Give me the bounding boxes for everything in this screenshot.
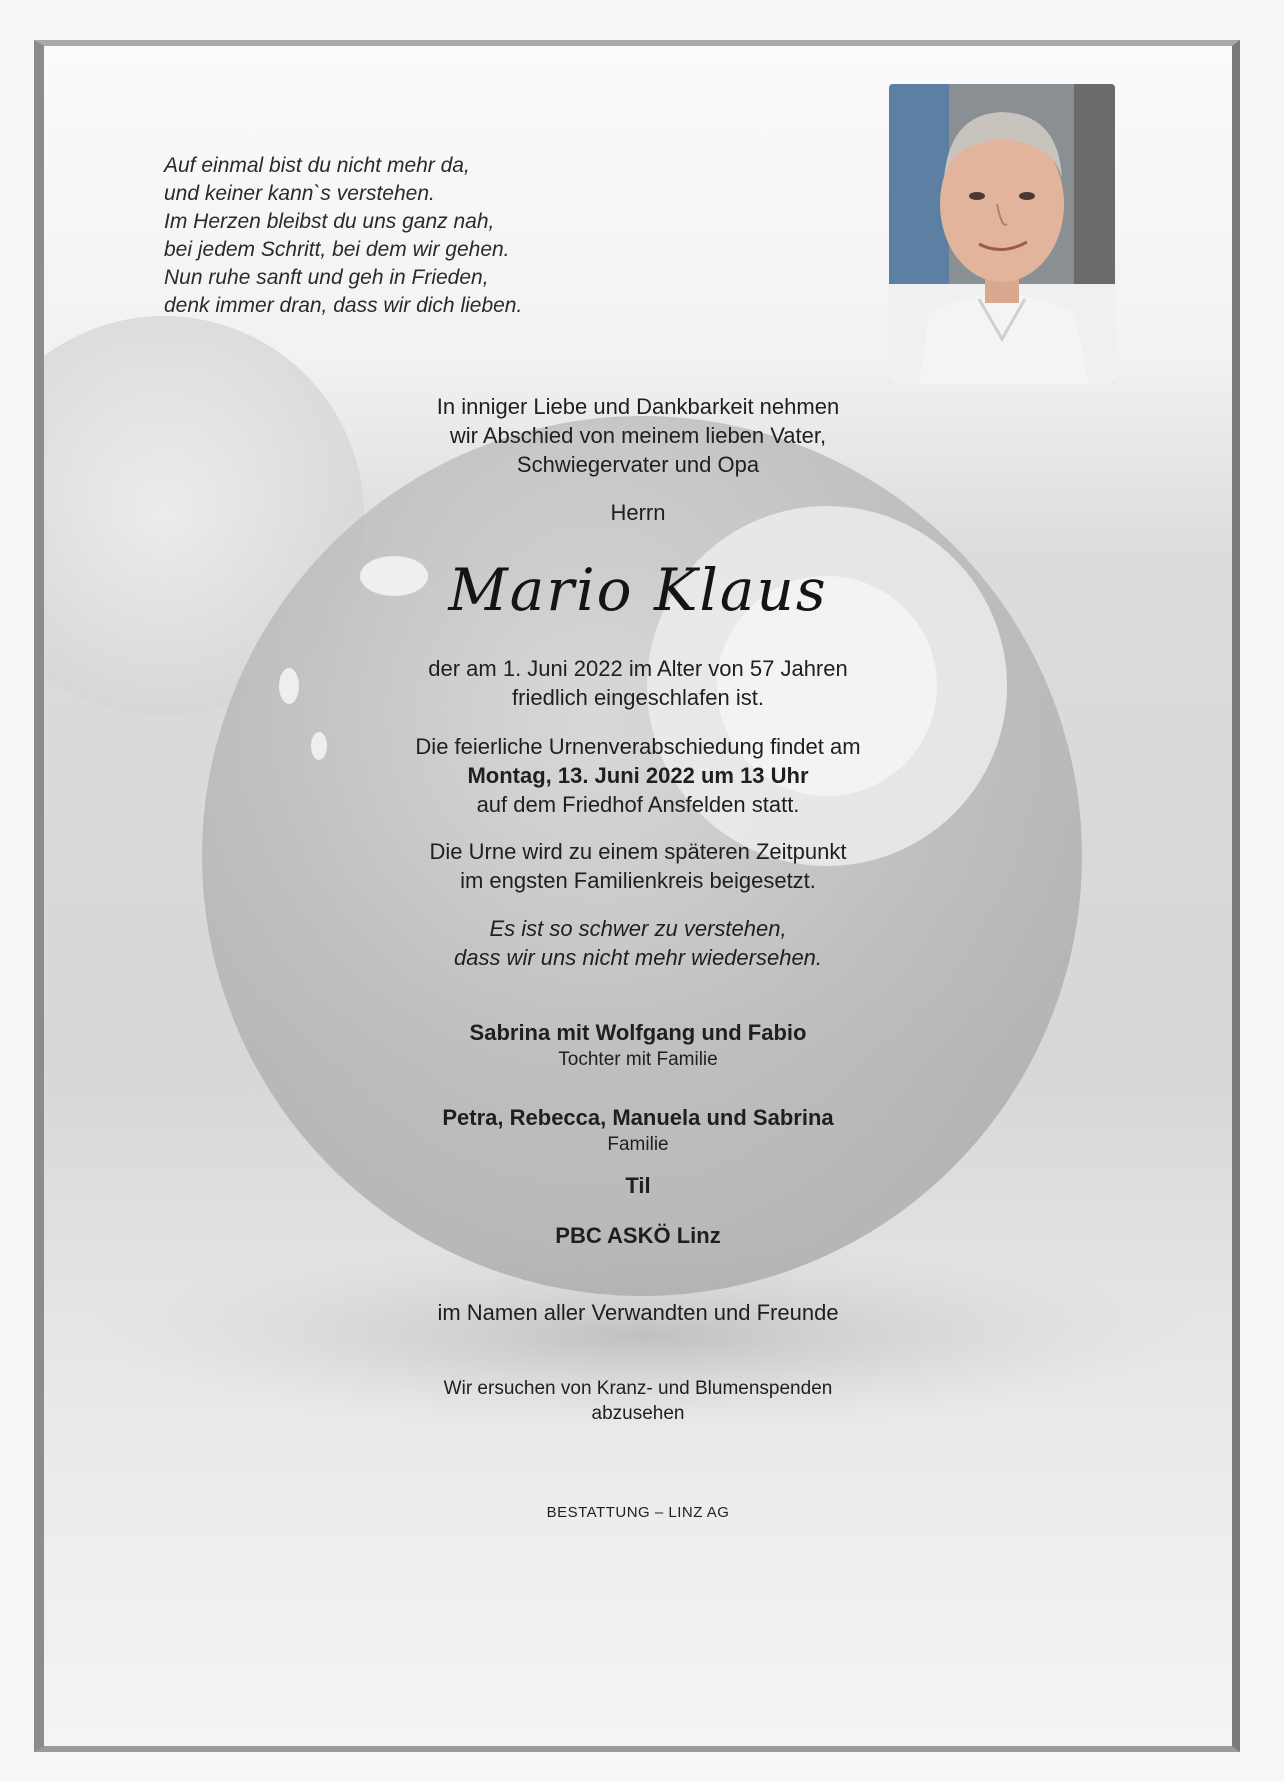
mourner-relation: Familie — [607, 1134, 669, 1155]
funeral-home: BESTATTUNG – LINZ AG — [546, 1504, 730, 1521]
death-notice-line: friedlich eingeschlafen ist. — [512, 685, 764, 710]
burial-line: Die Urne wird zu einem späteren Zeitpunkt — [429, 839, 847, 864]
death-notice-line: der am 1. Juni 2022 im Alter von 57 Jahren — [428, 656, 848, 681]
mourner-names: Sabrina mit Wolfgang und Fabio — [469, 1020, 807, 1045]
poem-line: Auf einmal bist du nicht mehr da, — [164, 154, 470, 177]
mourner-relation: Tochter mit Familie — [558, 1049, 718, 1070]
obituary-page — [34, 40, 1240, 1752]
donation-request-line: abzusehen — [591, 1403, 685, 1424]
poem — [164, 152, 684, 320]
intro-line: Schwiegervater und Opa — [516, 452, 760, 477]
closing-line: im Namen aller Verwandten und Freunde — [437, 1300, 839, 1325]
ceremony-date-time: Montag, 13. Juni 2022 um 13 Uhr — [467, 763, 809, 788]
intro-line: In inniger Liebe und Dankbarkeit nehmen — [436, 394, 840, 419]
poem-line: Im Herzen bleibst du uns ganz nah, — [164, 210, 495, 233]
mourner-group — [44, 1018, 1232, 1072]
intro-text — [44, 392, 1232, 479]
quote — [44, 914, 1232, 972]
intro-line: wir Abschied von meinem lieben Vater, — [449, 423, 827, 448]
deceased-name: Mario Klaus — [448, 556, 828, 624]
donation-request — [44, 1376, 1232, 1426]
burial-info — [44, 837, 1232, 895]
quote-line: dass wir uns nicht mehr wiedersehen. — [453, 945, 823, 970]
donation-request-line: Wir ersuchen von Kranz- und Blumenspenden — [443, 1378, 833, 1399]
mourner-club: PBC ASKÖ Linz — [555, 1223, 721, 1248]
salutation: Herrn — [610, 500, 666, 525]
burial-line: im engsten Familienkreis beigesetzt. — [460, 868, 816, 893]
ceremony-line: auf dem Friedhof Ansfelden statt. — [476, 792, 800, 817]
portrait-photo — [889, 84, 1115, 384]
poem-line: denk immer dran, dass wir dich lieben. — [164, 294, 523, 317]
death-notice — [44, 654, 1232, 712]
poem-line: und keiner kann`s verstehen. — [164, 182, 435, 205]
mourner-group — [44, 1103, 1232, 1157]
mourner-name: Til — [625, 1173, 651, 1198]
poem-line: bei jedem Schritt, bei dem wir gehen. — [164, 238, 510, 261]
quote-line: Es ist so schwer zu verstehen, — [489, 916, 787, 941]
poem-line: Nun ruhe sanft und geh in Frieden, — [164, 266, 489, 289]
ceremony-line: Die feierliche Urnenverabschiedung findet am — [415, 734, 861, 759]
mourner-names: Petra, Rebecca, Manuela und Sabrina — [442, 1105, 834, 1130]
ceremony-info — [44, 732, 1232, 819]
